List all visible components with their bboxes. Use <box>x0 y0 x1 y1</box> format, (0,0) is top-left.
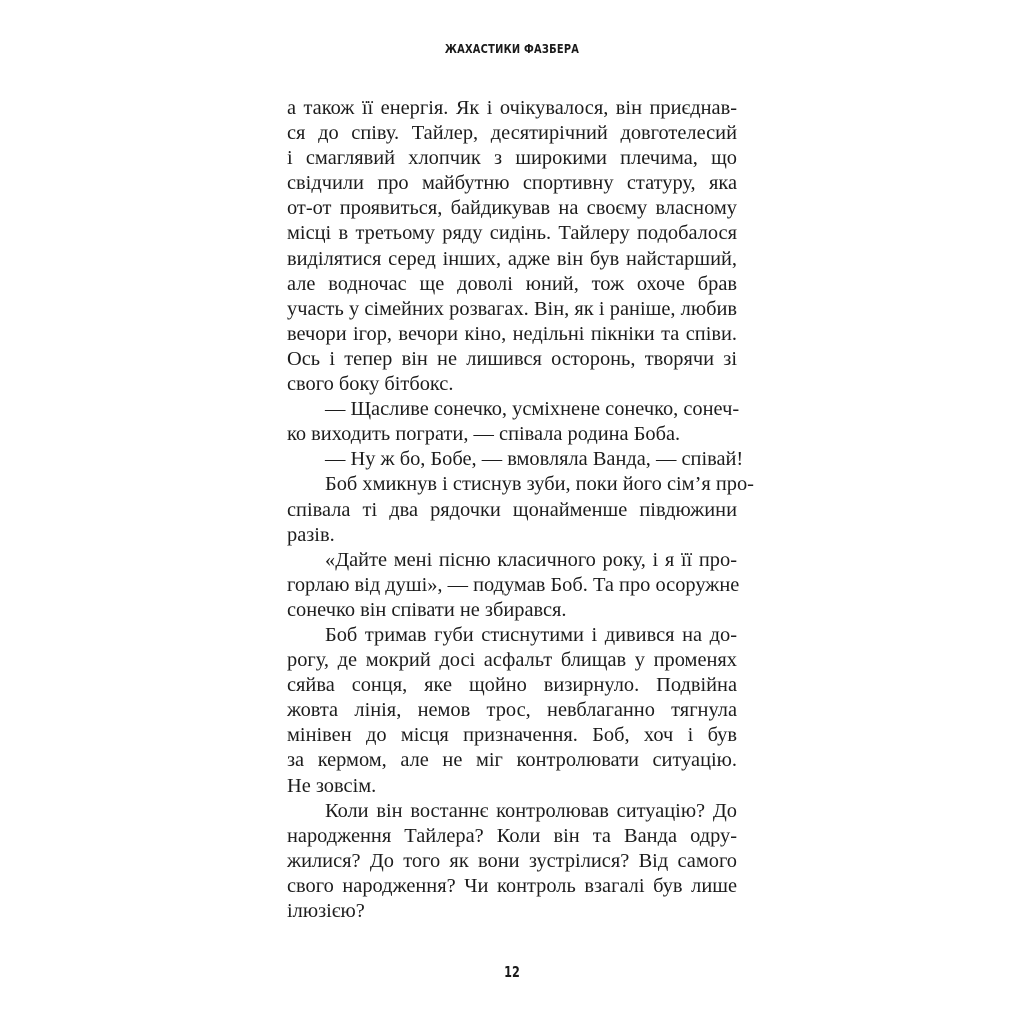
text-line: народження Тайлера? Коли він та Ванда одру- <box>287 824 737 847</box>
text-line: жовта лінія, немов трос, невблаганно тягнула <box>287 699 737 722</box>
text-line: за кермом, але не міг контролювати ситуацію. <box>287 749 737 772</box>
body-text <box>287 96 754 924</box>
text-line: і смаглявий хлопчик з широкими плечима, що <box>287 147 737 170</box>
text-line: разів. <box>287 523 335 546</box>
text-line: свідчили про майбутню спортивну статуру, яка <box>287 172 737 195</box>
text-line: ся до співу. Тайлер, десятирічний довготелесий <box>287 122 737 145</box>
text-line: місці в третьому ряду сидінь. Тайлеру подобалося <box>287 222 737 245</box>
text-line: участь у сімейних розвагах. Він, як і раніше, любив <box>287 297 737 320</box>
text-line: ілюзією? <box>287 900 365 922</box>
running-head: ЖАХАСТИКИ ФАЗБЕРА <box>444 42 580 56</box>
text-line: співала ті два рядочки щонайменше півдюжини <box>287 498 737 521</box>
text-line: Ось і тепер він не лишився осторонь, творячи зі <box>287 347 737 370</box>
text-line: — Щасливе сонечко, усміхнене сонечко, сонеч- <box>325 398 740 421</box>
text-line: жилися? До того як вони зустрілися? Від самого <box>287 849 737 872</box>
text-line: «Дайте мені пісню класичного року, і я її про- <box>325 548 737 571</box>
text-line: мінівен до місця призначення. Боб, хоч і був <box>287 724 737 747</box>
text-line: вечори ігор, вечори кіно, недільні пікніки та співи. <box>287 322 737 345</box>
text-line: але водночас ще доволі юний, тож охоче брав <box>287 272 737 295</box>
text-line: Боб хмикнув і стиснув зуби, поки його сім’я про- <box>325 473 754 496</box>
page-number: 12 <box>504 963 520 981</box>
text-line: Не зовсім. <box>287 774 377 797</box>
text-line: свого народження? Чи контроль взагалі був лише <box>287 874 737 897</box>
text-line: виділятися серед інших, адже він був найстарший, <box>287 247 737 270</box>
text-line: Коли він востаннє контролював ситуацію? До <box>325 799 737 822</box>
text-line: — Ну ж бо, Бобе, — вмовляла Ванда, — співай! <box>325 448 744 471</box>
text-line: а також її енергія. Як і очікувалося, він приєднав- <box>287 97 737 119</box>
text-line: Боб тримав губи стиснутими і дивився на до- <box>325 623 737 646</box>
text-line: сяйва сонця, яке щойно визирнуло. Подвійна <box>287 674 737 697</box>
text-line: ко виходить пограти, — співала родина Боба. <box>287 423 681 446</box>
text-line: рогу, де мокрий досі асфальт блищав у променях <box>287 649 737 672</box>
text-line: свого боку бітбокс. <box>287 373 454 396</box>
text-line: от-от проявиться, байдикував на своєму власному <box>287 197 737 220</box>
text-line: горлаю від душі», — подумав Боб. Та про осоружне <box>287 573 740 596</box>
text-line: сонечко він співати не збирався. <box>287 598 567 621</box>
